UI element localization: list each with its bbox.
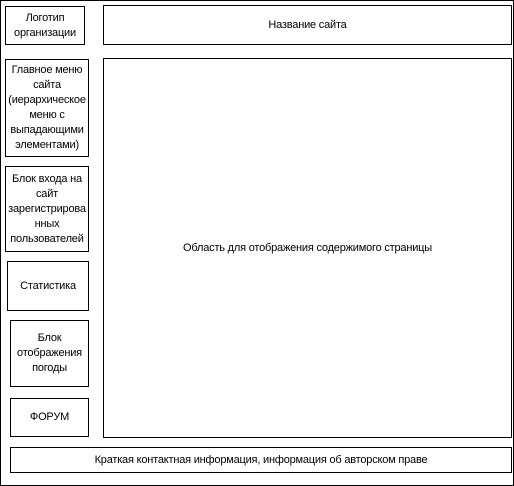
logo-block bbox=[5, 6, 85, 45]
login-block bbox=[5, 166, 89, 252]
login-block-label: Блок входа на сайт зарегистрирова нных пользователей bbox=[8, 172, 86, 245]
footer-block bbox=[10, 447, 512, 473]
statistics-label: Статистика bbox=[20, 279, 76, 292]
forum-label: ФОРУМ bbox=[29, 411, 70, 423]
logo-label: Логотип организации bbox=[14, 11, 76, 39]
content-area-label: Область для отображения содержимого страницы bbox=[183, 241, 432, 254]
weather-block-label: Блок отображения погоды bbox=[17, 332, 82, 374]
weather-block bbox=[10, 320, 89, 387]
content-area bbox=[103, 58, 512, 438]
main-menu-block bbox=[5, 59, 89, 157]
site-title-label: Название сайта bbox=[268, 18, 347, 31]
main-menu-label: Главное меню сайта (иерархическое меню с выпадающими элементами) bbox=[8, 64, 86, 151]
forum-block bbox=[10, 398, 89, 437]
footer-label: Краткая контактная информация, информация об авторском праве bbox=[94, 453, 428, 466]
site-title-block bbox=[103, 5, 512, 45]
statistics-block bbox=[7, 261, 89, 311]
